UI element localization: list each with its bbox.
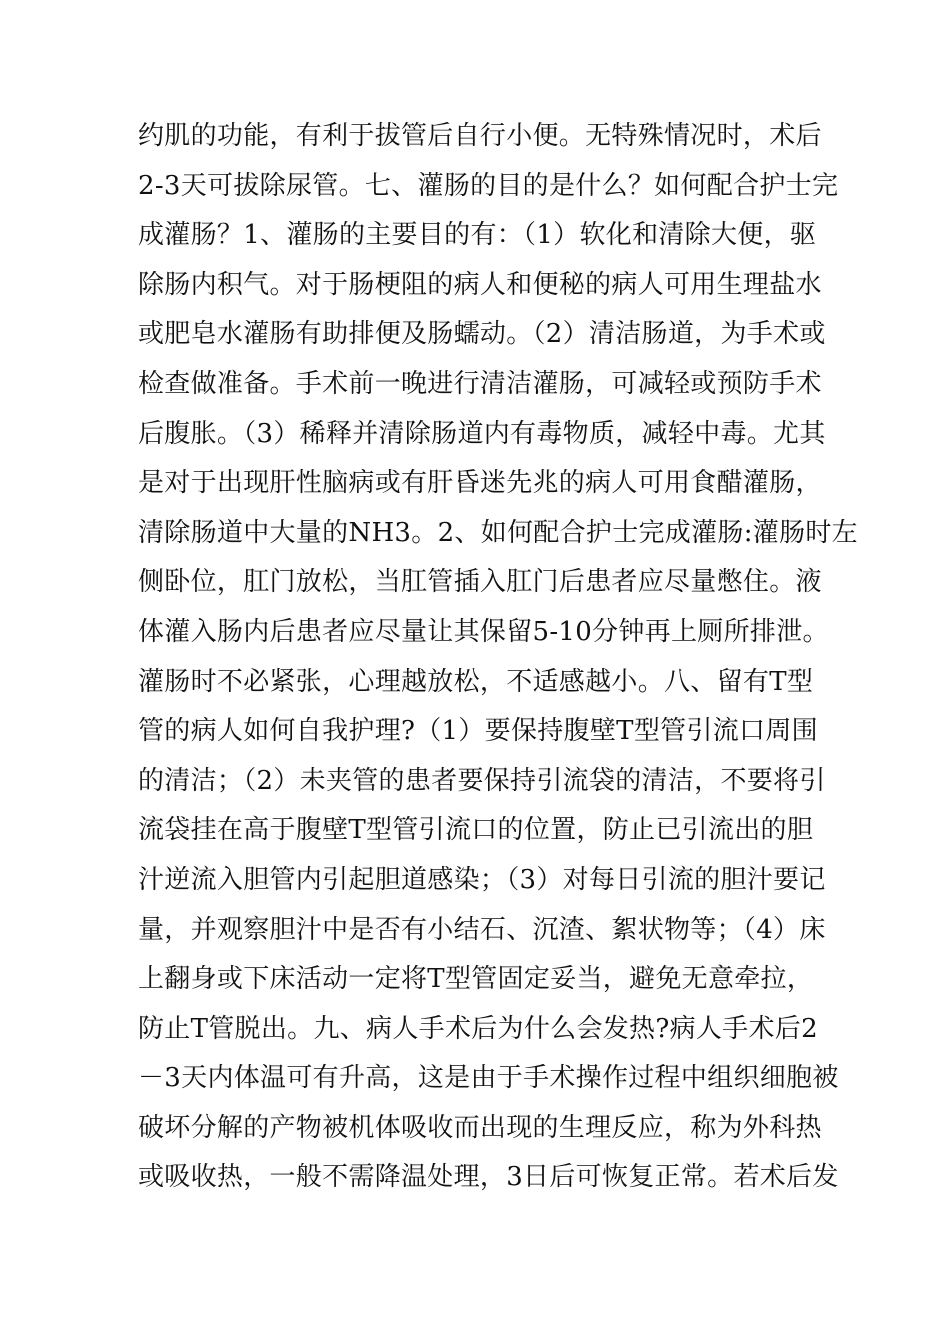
text-line: 侧卧位，肛门放松，当肛管插入肛门后患者应尽量憋住。液	[138, 567, 822, 598]
text-line: 除肠内积气。对于肠梗阻的病人和便秘的病人可用生理盐水	[138, 269, 822, 300]
text-line: 管的病人如何自我护理?（1）要保持腹壁T型管引流口周围	[138, 716, 818, 747]
text-line: 破坏分解的产物被机体吸收而出现的生理反应，称为外科热	[138, 1112, 822, 1143]
text-line: 汁逆流入胆管内引起胆道感染；（3）对每日引流的胆汁要记	[138, 864, 826, 895]
text-line: 流袋挂在高于腹壁T型管引流口的位置，防止已引流出的胆	[138, 815, 814, 846]
text-line: 后腹胀。（3）稀释并清除肠道内有毒物质，减轻中毒。尤其	[138, 418, 826, 449]
text-line: 检查做准备。手术前一晚进行清洁灌肠，可减轻或预防手术	[138, 368, 822, 399]
text-line: 成灌肠？1、灌肠的主要目的有：（1）软化和清除大便，驱	[138, 220, 817, 251]
text-line: 防止T管脱出。九、病人手术后为什么会发热?病人手术后2	[138, 1013, 818, 1044]
text-line: －3天内体温可有升高，这是由于手术操作过程中组织细胞被	[138, 1063, 839, 1094]
body-text	[138, 112, 858, 1203]
text-line: 是对于出现肝性脑病或有肝昏迷先兆的病人可用食醋灌肠，	[138, 468, 822, 499]
text-line: 或吸收热，一般不需降温处理，3日后可恢复正常。若术后发	[138, 1162, 839, 1193]
text-line: 上翻身或下床活动一定将T型管固定妥当，避免无意牵拉，	[138, 964, 814, 995]
text-line: 清除肠道中大量的NH3。2、如何配合护士完成灌肠:灌肠时左	[138, 517, 858, 548]
text-line: 灌肠时不必紧张，心理越放松，不适感越小。八、留有T型	[138, 666, 814, 697]
text-line: 或肥皂水灌肠有助排便及肠蠕动。（2）清洁肠道，为手术或	[138, 319, 826, 350]
text-line: 约肌的功能，有利于拔管后自行小便。无特殊情况时，术后	[138, 121, 822, 151]
text-line: 的清洁；（2）未夹管的患者要保持引流袋的清洁，不要将引	[138, 765, 826, 796]
text-line: 体灌入肠内后患者应尽量让其保留5-10分钟再上厕所排泄。	[138, 616, 829, 647]
text-line: 量，并观察胆汁中是否有小结石、沉渣、絮状物等；（4）床	[138, 914, 826, 945]
text-line: 2-3天可拔除尿管。七、灌肠的目的是什么？如何配合护士完	[138, 170, 839, 201]
